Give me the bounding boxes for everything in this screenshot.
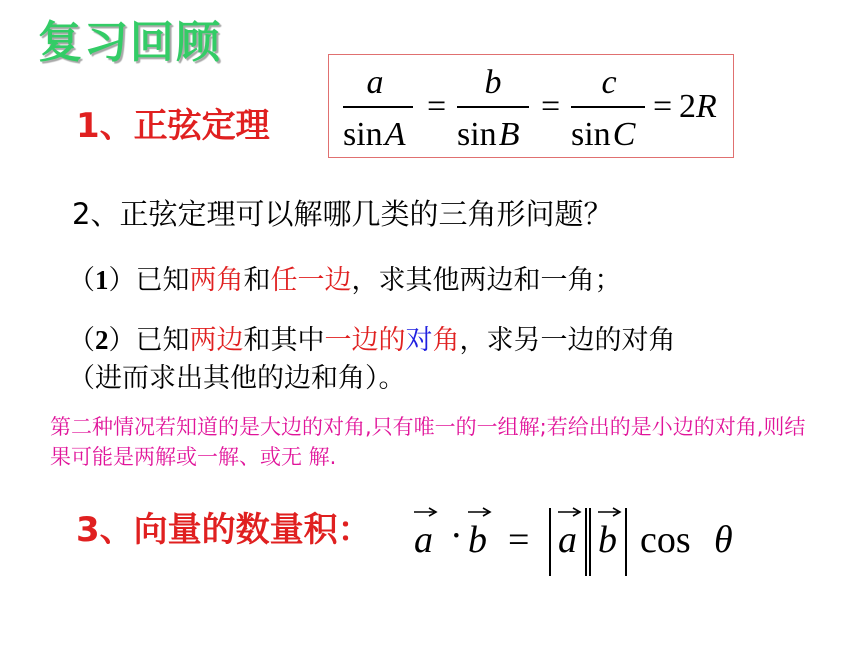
section2-item1 <box>68 258 622 297</box>
item2-opposite: 对 <box>405 325 433 356</box>
section1-label: 1、正弦定理 <box>76 106 270 146</box>
item1-two-angles: 两角 <box>189 265 244 296</box>
item1-paren-open: （ <box>68 265 95 296</box>
sine-law-formula-box <box>328 54 734 158</box>
denominator-sin-b: sinB <box>457 116 520 153</box>
item1-any-side: 任一边 <box>270 265 352 296</box>
item1-known: ）已知 <box>108 265 190 296</box>
section2-item2-continuation: （进而求出其他的边和角）。 <box>68 363 406 394</box>
abs-vector-a: a <box>558 519 577 561</box>
item1-end: ，求其他两边和一角； <box>351 265 622 296</box>
section2-question: 2、正弦定理可以解哪几类的三角形问题？ <box>72 197 613 231</box>
abs-vector-b: b <box>598 519 617 561</box>
denominator-sin-c: sinC <box>571 116 636 153</box>
page-title: 复习回顾 <box>38 17 222 68</box>
dot-product-svg <box>400 490 760 590</box>
ambiguous-case-note: 第二种情况若知道的是大边的对角,只有唯一的一组解;若给出的是小边的对角,则结果可能是两解或一解、或无 解. <box>50 415 806 469</box>
rhs-2r: 2R <box>679 88 717 125</box>
equals-sign-2: = <box>541 88 561 125</box>
item2-paren-open: （ <box>68 325 95 356</box>
sine-law-formula <box>329 55 733 157</box>
item2-angle: 角 <box>432 325 460 356</box>
theta-symbol: θ <box>714 519 733 561</box>
item2-one-side-of: 一边的 <box>324 325 406 356</box>
item1-number: 1 <box>95 265 109 295</box>
section2-item2 <box>68 318 676 357</box>
item2-two-sides: 两边 <box>189 325 244 356</box>
item2-end: ，求另一边的对角 <box>459 325 676 356</box>
numerator-c: c <box>601 64 617 101</box>
item2-known: ）已知 <box>108 325 190 356</box>
item1-and: 和 <box>243 265 271 296</box>
equals-sign: = <box>508 519 530 561</box>
denominator-sin-a: sinA <box>343 116 406 153</box>
equals-sign-1: = <box>427 88 447 125</box>
dot-operator: · <box>450 515 463 557</box>
cos-function: cos <box>640 519 691 561</box>
equals-sign-3: = <box>653 88 673 125</box>
item2-number: 2 <box>95 325 109 355</box>
dot-product-formula <box>400 490 760 590</box>
vector-a: a <box>414 519 433 561</box>
vector-b: b <box>468 519 487 561</box>
item2-and-among: 和其中 <box>243 325 325 356</box>
numerator-b: b <box>484 64 502 101</box>
section3-label: 3、向量的数量积： <box>76 510 372 550</box>
numerator-a: a <box>366 64 384 101</box>
